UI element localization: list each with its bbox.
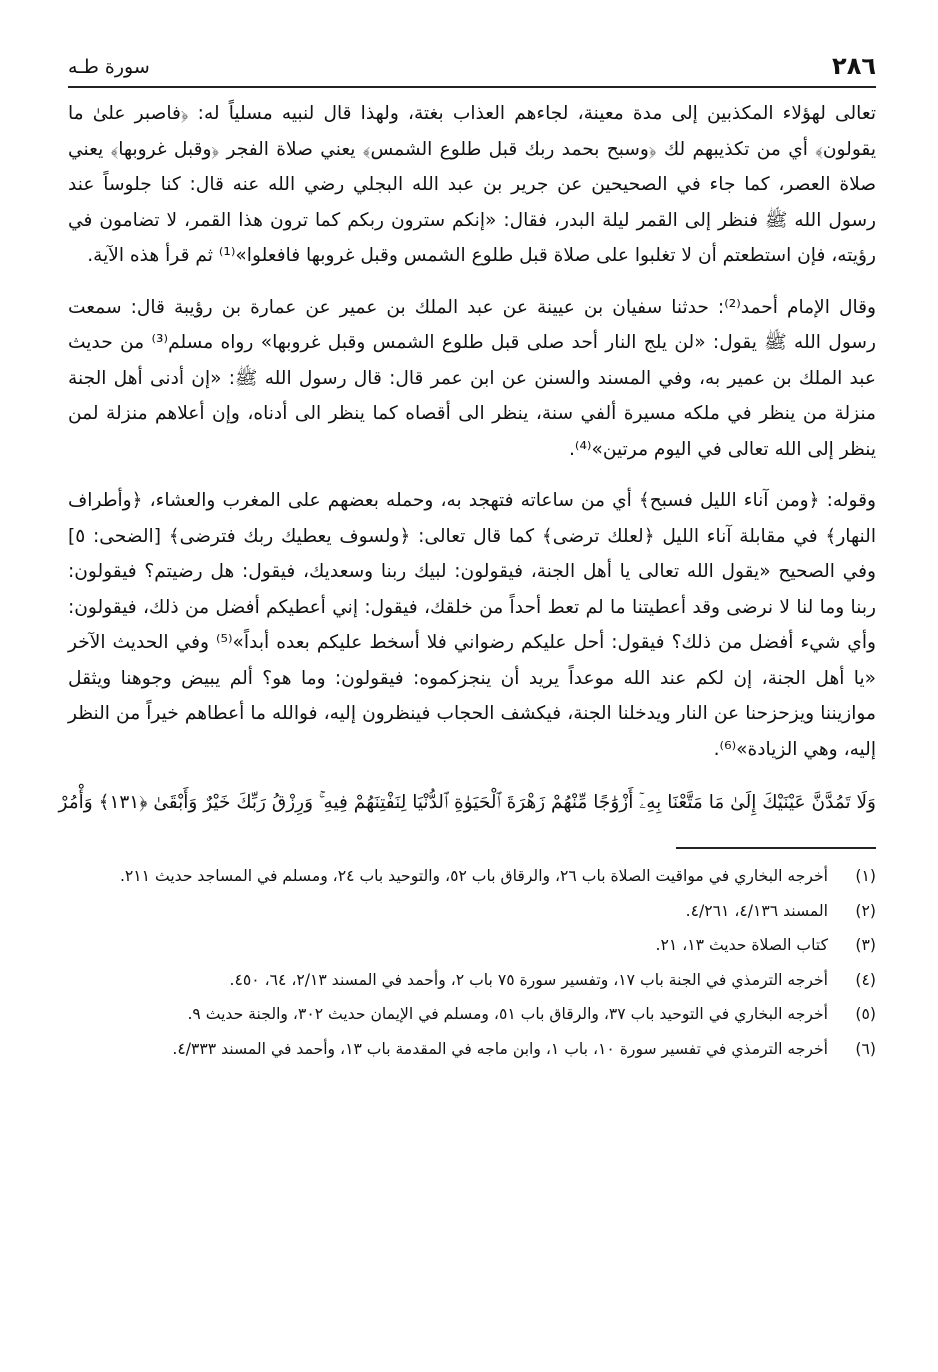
quran-verse: وَلَا تَمُدَّنَّ عَيْنَيْكَ إِلَىٰ مَا مَتَّعْنَا بِهِۦٓ أَزْوَٰجًا مِّنْهُمْ زَهْرَةَ ٱلْحَيَوٰةِ ٱلدُّنْيَا لِنَفْتِنَهُمْ فِيهِ ۚ وَرِزْقُ رَبِّكَ خَيْرٌ وَأَبْقَىٰ ﴿١٣١﴾ وَأْمُرْ — [58, 792, 876, 813]
footnote-text: أخرجه البخاري في التوحيد باب ٣٧، والرقاق باب ٥١، ومسلم في الإيمان حديث ٣٠٢، والجنة حديث ٩. — [187, 1005, 828, 1023]
footnote-text: أخرجه البخاري في مواقيت الصلاة باب ٢٦، والرقاق باب ٥٢، والتوحيد باب ٢٤، ومسلم في المساجد حديث ٢١١. — [119, 867, 828, 885]
footnote-divider — [676, 847, 876, 849]
footnote — [68, 999, 876, 1030]
footnote-text: كتاب الصلاة حديث ١٣، ٢١. — [655, 936, 828, 954]
footnote — [68, 1034, 876, 1065]
body-paragraph: تعالى لهؤلاء المكذبين إلى مدة معينة، لجاءهم العذاب بغتة، ولهذا قال لنبيه مسلياً له: ﴿فاصبر علىٰ ما يقولون﴾ أي من تكذيبهم لك ﴿وسبح بحمد ربك قبل طلوع الشمس﴾ يعني صلاة الفجر ﴿وقبل غروبها﴾ يعني صلاة العصر، كما جاء في الصحيحين عن جرير بن عبد الله البجلي رضي الله عنه قال: كنا جلوساً عند رسول الله ﷺ فنظر إلى القمر ليلة البدر، فقال: «إنكم سترون ربكم كما ترون هذا القمر، لا تضامون في رؤيته، فإن استطعتم أن لا تغلبوا على صلاة قبل طلوع الشمس وقبل غروبها فافعلوا»⁽¹⁾ ثم قرأ هذه الآية. — [68, 103, 876, 266]
footnotes — [68, 861, 876, 1064]
footnote-number: (٤) — [855, 970, 876, 989]
page-number: ٢٨٦ — [832, 52, 876, 80]
footnote-text: المسند ٤/١٣٦، ٤/٢٦١. — [685, 901, 828, 920]
footnote-number: (٢) — [855, 901, 876, 920]
footnote-number: (٦) — [855, 1039, 876, 1058]
book-page — [58, 52, 876, 1352]
footnote-number: (٣) — [855, 936, 876, 954]
body-paragraph: وقال الإمام أحمد⁽²⁾: حدثنا سفيان بن عيينة عن عبد الملك بن عمير عن عمارة بن رؤيبة قال: سمعت رسول الله ﷺ يقول: «لن يلج النار أحد صلى قبل طلوع الشمس وقبل غروبها» رواه مسلم⁽³⁾ من حديث عبد الملك بن عمير به، وفي المسند والسنن عن ابن عمر قال: قال رسول الله ﷺ: «إن أدنى أهل الجنة منزلة من ينظر في ملكه مسيرة ألفي سنة، ينظر الى أقصاه كما ينظر الى أدناه، وإن أعلاهم منزلة لمن ينظر إلى الله تعالى في اليوم مرتين»⁽⁴⁾. — [68, 296, 876, 460]
footnote-number: (١) — [855, 867, 876, 885]
footnote-text: أخرجه الترمذي في الجنة باب ١٧، وتفسير سورة ٧٥ باب ٢، وأحمد في المسند ٢/١٣، ٦٤، ٤٥٠. — [229, 970, 828, 989]
running-title: سورة طـه — [68, 56, 150, 78]
footnote — [68, 965, 876, 996]
body-paragraph: وقوله: ﴿ومن آناء الليل فسبح﴾ أي من ساعاته فتهجد به، وحمله بعضهم على المغرب والعشاء، ﴿وأطراف النهار﴾ في مقابلة آناء الليل ﴿لعلك ترضى﴾ كما قال تعالى: ﴿ولسوف يعطيك ربك فترضى﴾ [الضحى: ٥] وفي الصحيح «يقول الله تعالى يا أهل الجنة، فيقولون: لبيك ربنا وسعديك، فيقول: هل رضيتم؟ فيقولون: ربنا وما لنا لا نرضى وقد أعطيتنا ما لم تعط أحداً من خلقك، فيقول: إني أعطيكم أفضل من ذلك، فيقولون: وأي شيء أفضل من ذلك؟ فيقول: أحل عليكم رضواني فلا أسخط عليكم بعده أبداً»⁽⁵⁾ وفي الحديث الآخر «يا أهل الجنة، إن لكم عند الله موعداً يريد أن ينجزكموه: فيقولون: وما هو؟ ألم يبيض وجوهنا ويثقل موازيننا ويزحزحنا عن النار ويدخلنا الجنة، فيكشف الحجاب فينظرون إليه، فوالله ما أعطاهم خيراً من النظر إليه، وهي الزيادة»⁽⁶⁾. — [68, 490, 876, 760]
footnote — [68, 896, 876, 927]
page-header — [68, 52, 876, 88]
footnote — [68, 930, 876, 961]
footnote-text: أخرجه الترمذي في تفسير سورة ١٠، باب ١، وابن ماجه في المقدمة باب ١٣، وأحمد في المسند ٤/٣٣٣. — [172, 1039, 828, 1058]
footnote — [68, 861, 876, 892]
footnote-number: (٥) — [855, 1005, 876, 1023]
